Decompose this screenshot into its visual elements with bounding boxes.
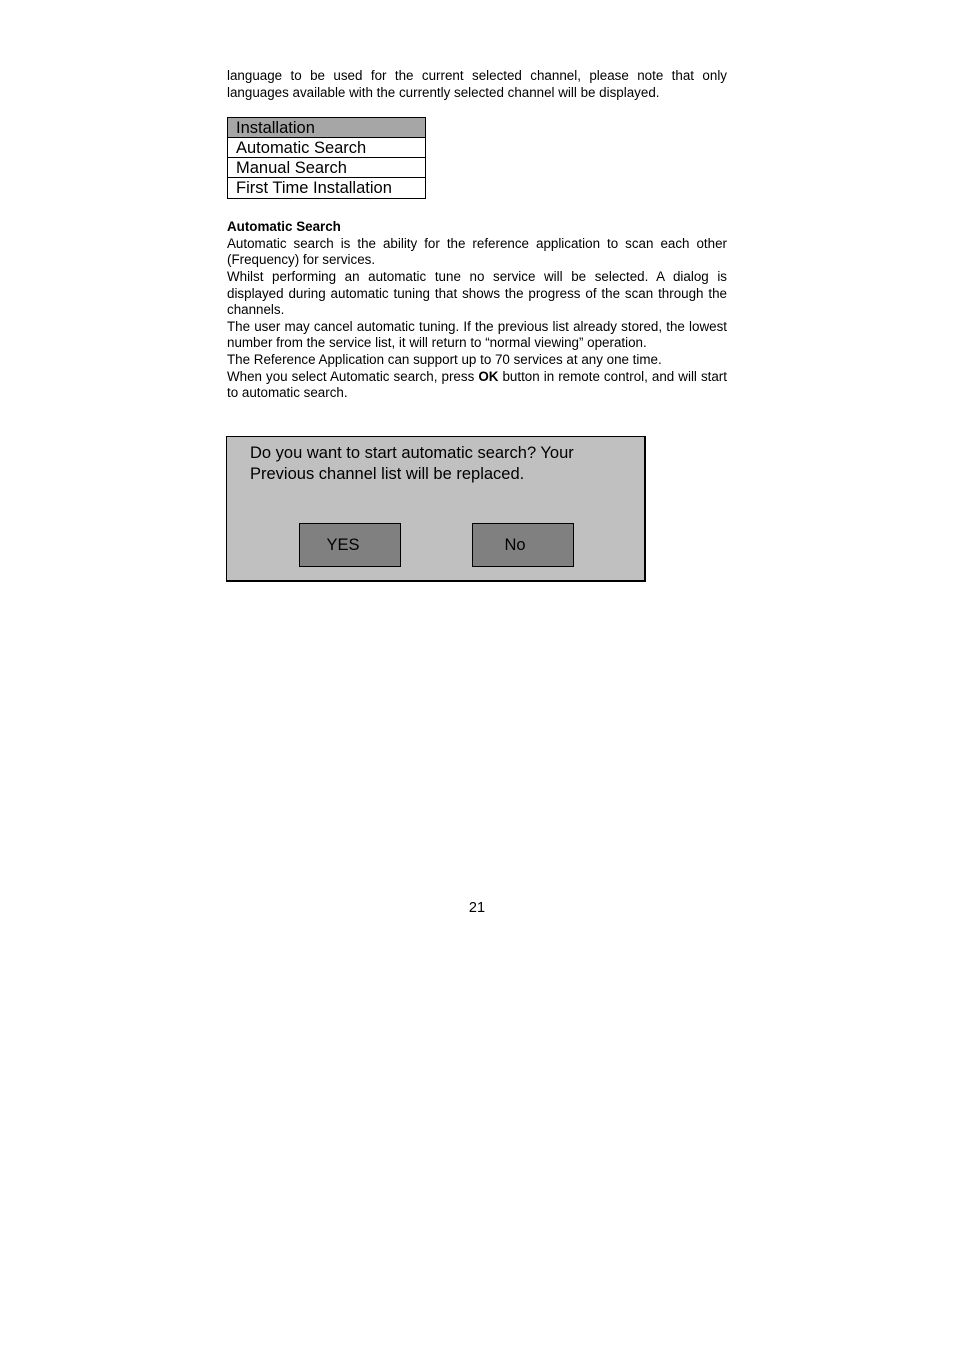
confirm-dialog bbox=[226, 436, 646, 582]
document-page bbox=[227, 68, 727, 402]
section-body bbox=[227, 236, 727, 402]
installation-menu bbox=[227, 117, 426, 199]
dialog-message: Do you want to start automatic search? Your Previous channel list will be replaced. bbox=[250, 444, 574, 483]
section-heading: Automatic Search bbox=[227, 219, 341, 235]
automatic-search-section bbox=[227, 219, 727, 402]
menu-item-automatic-search[interactable]: Automatic Search bbox=[228, 138, 425, 158]
menu-header-installation: Installation bbox=[228, 118, 425, 138]
body-paragraph bbox=[227, 369, 727, 402]
ok-key-label: OK bbox=[478, 368, 499, 384]
intro-paragraph: language to be used for the current selected channel, please note that only languages available with the currently selected channel will be displayed. bbox=[227, 68, 727, 100]
body-paragraph: Automatic search is the ability for the reference application to scan each other (Frequency) for services. bbox=[227, 235, 727, 268]
body-paragraph: Whilst performing an automatic tune no service will be selected. A dialog is displayed during automatic tuning that shows the progress of the scan through the channels. bbox=[227, 268, 727, 318]
body-paragraph: The user may cancel automatic tuning. If the previous list already stored, the lowest number from the service list, it will return to “normal viewing” operation. bbox=[227, 318, 727, 351]
body-paragraph: The Reference Application can support up to 70 services at any one time. bbox=[227, 351, 662, 367]
no-button[interactable]: No bbox=[472, 523, 574, 567]
text-run: button in remote control, and will start to automatic search. bbox=[227, 368, 727, 401]
text-run: When you select Automatic search, press bbox=[227, 368, 479, 384]
page-number: 21 bbox=[468, 900, 486, 916]
menu-item-manual-search[interactable]: Manual Search bbox=[228, 158, 425, 178]
yes-button[interactable]: YES bbox=[299, 523, 401, 567]
menu-item-first-time-installation[interactable]: First Time Installation bbox=[236, 179, 392, 198]
